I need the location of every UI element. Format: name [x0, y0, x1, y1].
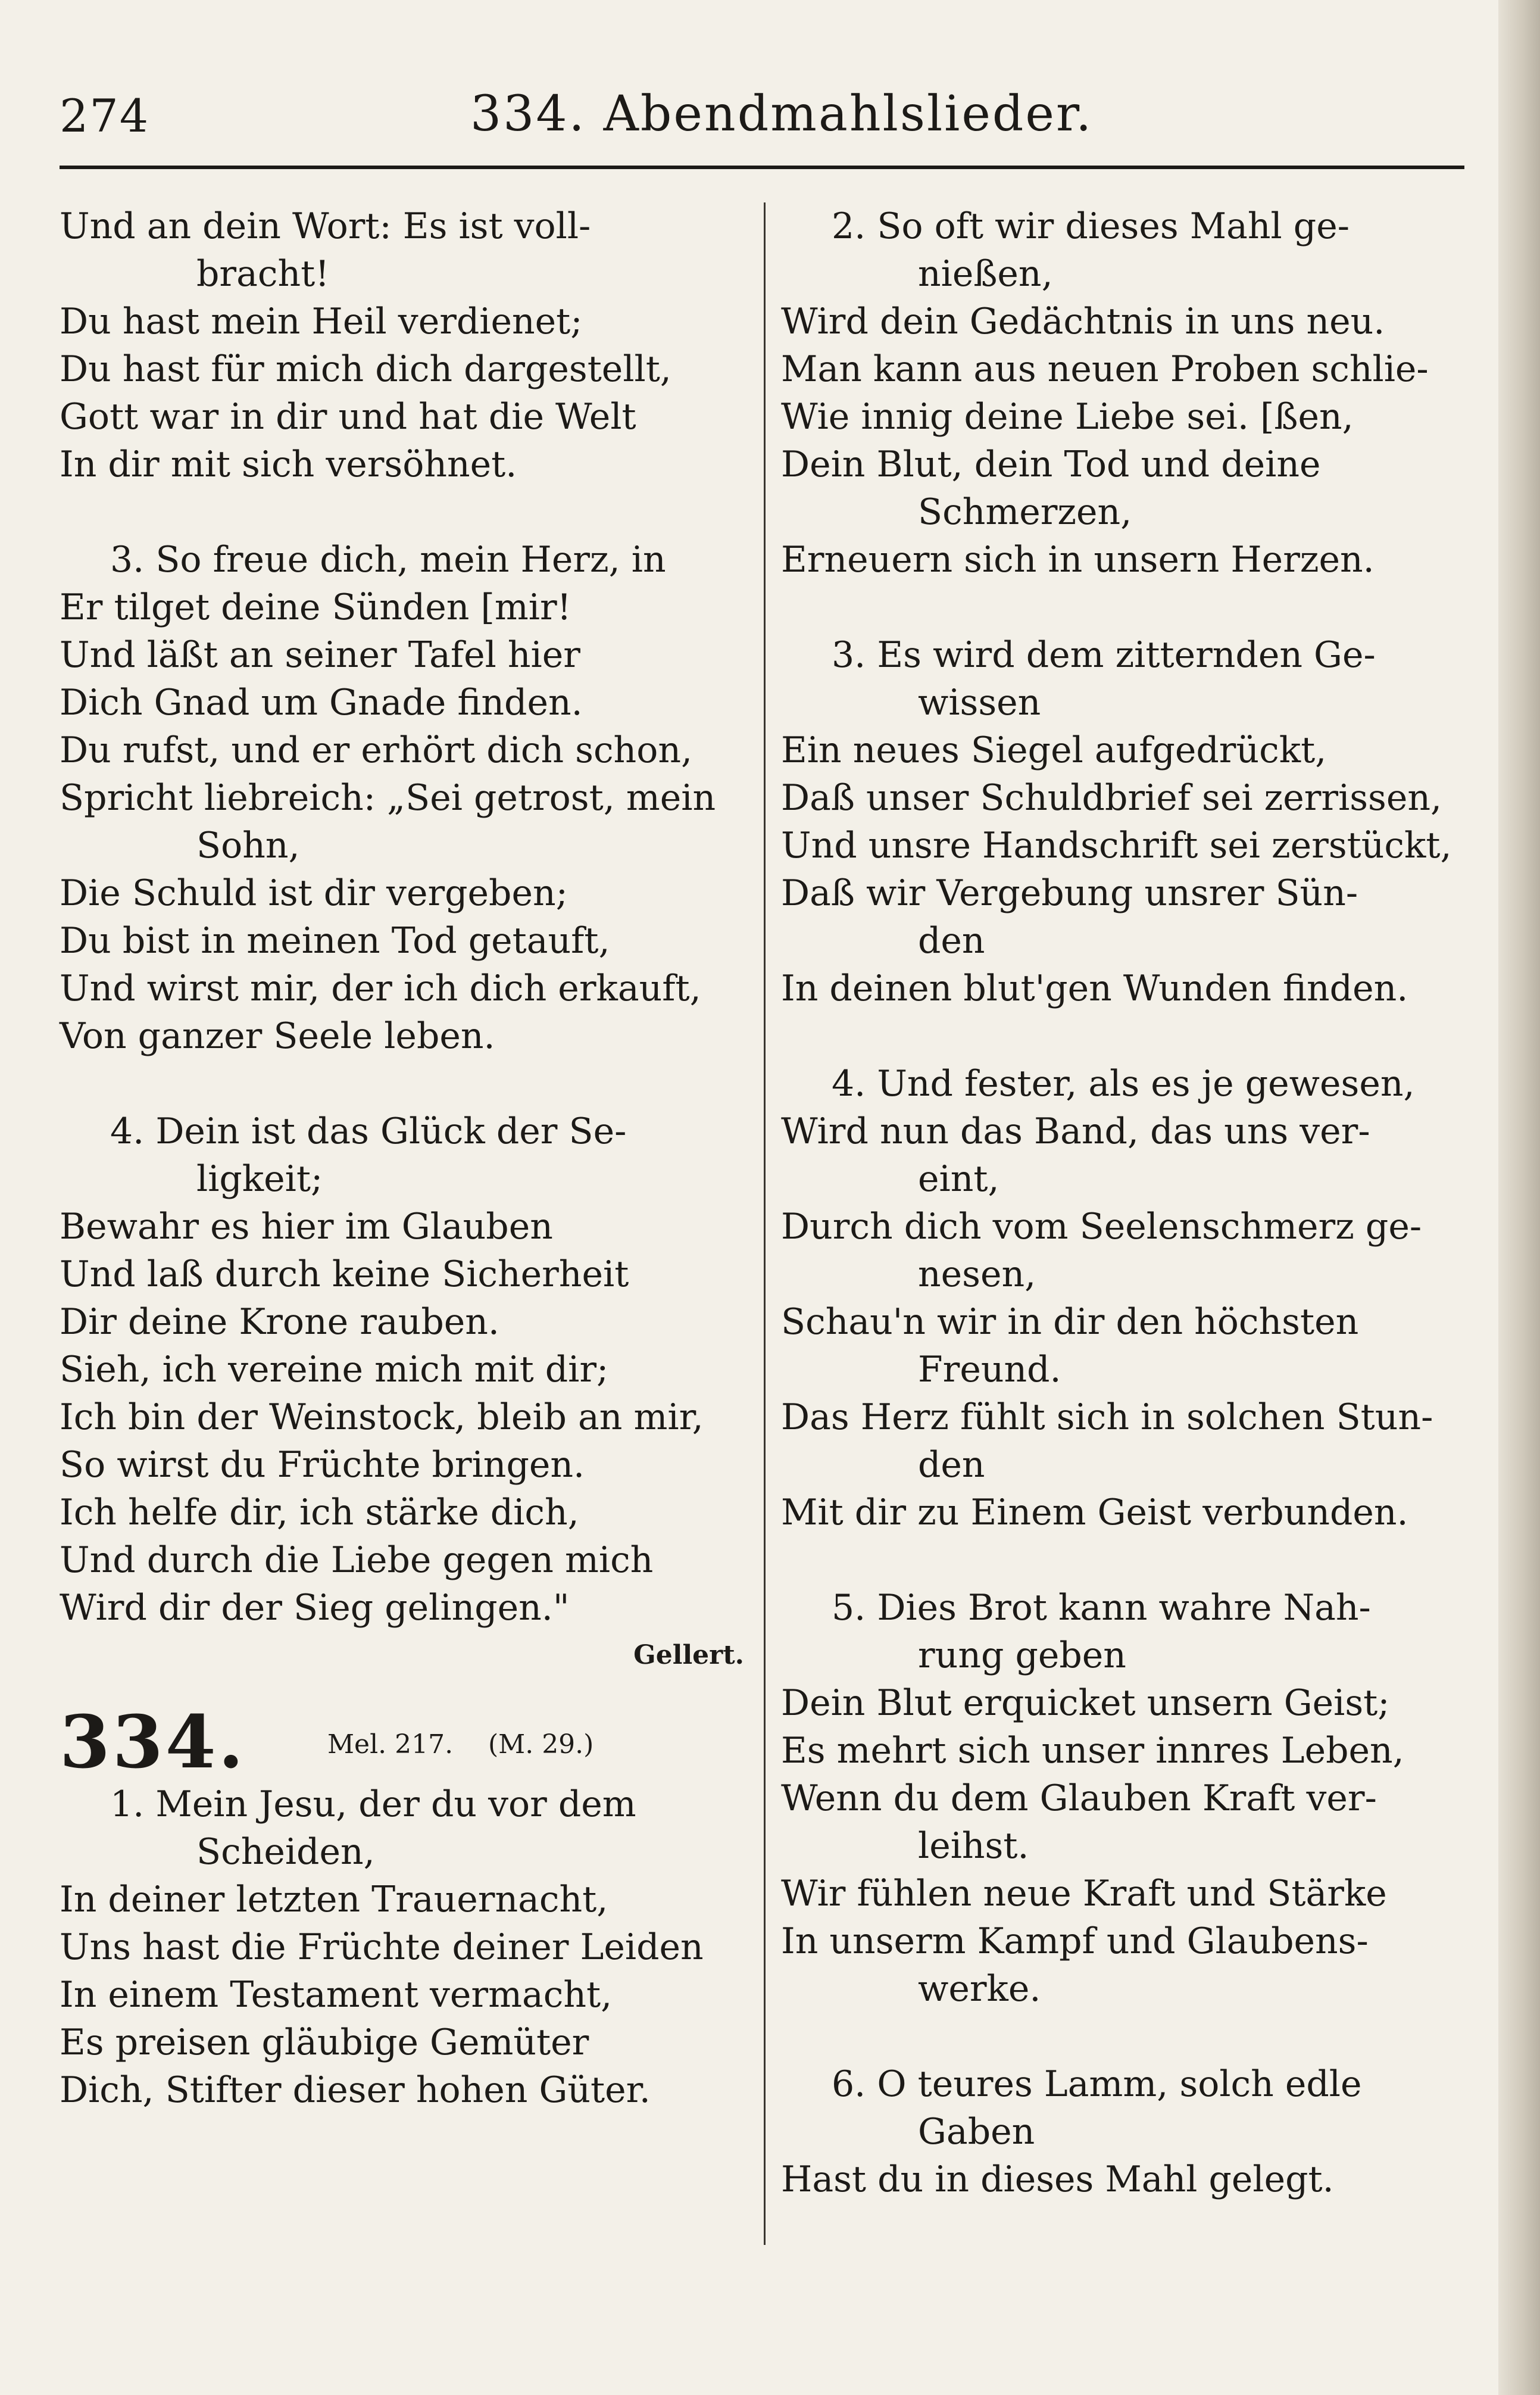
running-title: 334. Abendmahlslieder.: [470, 86, 1094, 142]
verse-line: Du bist in meinen Tod getauft,: [60, 920, 610, 962]
verse-2: [781, 202, 1466, 584]
verse-6: [781, 2060, 1466, 2203]
verse-line: Und an dein Wort: Es ist voll-: [60, 205, 591, 247]
verse-line: Es mehrt sich unser innres Leben,: [781, 1730, 1404, 1772]
verse-line: Bewahr es hier im Glauben: [60, 1206, 553, 1248]
verse-line: rung geben: [918, 1635, 1126, 1676]
verse-line: Gott war in dir und hat die Welt: [60, 396, 636, 438]
verse-line: 1. Mein Jesu, der du vor dem: [110, 1783, 636, 1825]
verse-line: Dich Gnad um Gnade finden.: [60, 682, 583, 724]
verse-line: Ein neues Siegel aufgedrückt,: [781, 729, 1327, 771]
verse-line: In unserm Kampf und Glaubens-: [781, 1920, 1369, 1962]
verse-line: Dein Blut, dein Tod und deine: [781, 444, 1321, 485]
verse-line: nießen,: [918, 253, 1053, 295]
verse-line: Du hast für mich dich dargestellt,: [60, 348, 671, 390]
verse-line: Und unsre Handschrift sei zerstückt,: [781, 825, 1452, 866]
stanza-gap: [781, 2013, 1466, 2060]
right-column: [781, 202, 1466, 2203]
stanza-gap: [781, 1012, 1466, 1060]
verse-line: Spricht liebreich: „Sei getrost, mein: [60, 777, 716, 819]
verse-line: Dein Blut erquicket unsern Geist;: [781, 1682, 1390, 1724]
verse-line: Wird dir der Sieg gelingen.": [60, 1587, 570, 1629]
verse-line: In einem Testament vermacht,: [60, 1974, 613, 2016]
verse-line: Hast du in dieses Mahl gelegt.: [781, 2159, 1334, 2200]
verse-line: Von ganzer Seele leben.: [60, 1015, 495, 1057]
hymn-heading: [60, 1699, 750, 1785]
verse-line: Ich helfe dir, ich stärke dich,: [60, 1492, 579, 1533]
verse-line: So wirst du Früchte bringen.: [60, 1444, 585, 1486]
hymn-number: 334.: [60, 1699, 246, 1785]
column-divider: [764, 202, 766, 2245]
verse-line: Das Herz fühlt sich in solchen Stun-: [781, 1396, 1433, 1438]
verse-line: 6. O teures Lamm, solch edle: [832, 2063, 1362, 2105]
verse-4: [781, 1060, 1466, 1536]
melody-reference: Mel. 217.: [327, 1729, 454, 1760]
verse-line: Wird dein Gedächtnis in uns neu.: [781, 301, 1385, 342]
verse-line: Wir fühlen neue Kraft und Stärke: [781, 1873, 1387, 1914]
verse-4: [60, 1108, 750, 1632]
stanza-gap: [781, 584, 1466, 631]
verse-line: Und wirst mir, der ich dich erkauft,: [60, 968, 701, 1009]
verse-5: [781, 1584, 1466, 2013]
verse-line: eint,: [918, 1158, 999, 1200]
verse-line: Scheiden,: [196, 1831, 375, 1873]
verse-line: wissen: [918, 682, 1041, 724]
verse-line: Sohn,: [196, 825, 300, 866]
verse-line: Erneuern sich in unsern Herzen.: [781, 539, 1375, 581]
verse-line: Es preisen gläubige Gemüter: [60, 2022, 589, 2063]
verse-line: Freund.: [918, 1349, 1061, 1390]
page-header: [60, 77, 1464, 149]
page-number: 274: [60, 89, 150, 142]
verse-line: In dir mit sich versöhnet.: [60, 444, 517, 485]
verse-line: Gaben: [918, 2111, 1035, 2153]
page-edge-shadow: [1498, 0, 1540, 2395]
verse-line: Die Schuld ist dir vergeben;: [60, 872, 568, 914]
verse-line: 3. So freue dich, mein Herz, in: [110, 539, 666, 581]
verse-line: Schmerzen,: [918, 491, 1132, 533]
verse-line: Daß wir Vergebung unsrer Sün-: [781, 872, 1358, 914]
verse-line: 5. Dies Brot kann wahre Nah-: [832, 1587, 1371, 1629]
verse-line: werke.: [918, 1968, 1041, 2010]
header-rule: [60, 166, 1464, 169]
verse-line: Und laß durch keine Sicherheit: [60, 1253, 629, 1295]
stanza-gap: [60, 488, 750, 536]
hymn-334-verse-1: [60, 1780, 750, 2114]
verse-line: 3. Es wird dem zitternden Ge-: [832, 634, 1376, 676]
verse-line: In deinen blut'gen Wunden finden.: [781, 968, 1408, 1009]
verse-3: [60, 536, 750, 1060]
verse-line: nesen,: [918, 1253, 1036, 1295]
verse-line: Daß unser Schuldbrief sei zerrissen,: [781, 777, 1442, 819]
verse-line: Und durch die Liebe gegen mich: [60, 1539, 654, 1581]
verse-line: den: [918, 920, 985, 962]
verse-line: 4. Dein ist das Glück der Se-: [110, 1111, 627, 1152]
verse-line: Uns hast die Früchte deiner Leiden: [60, 1926, 704, 1968]
verse-3: [781, 631, 1466, 1012]
verse-line: Schau'n wir in dir den höchsten: [781, 1301, 1359, 1343]
verse-line: 2. So oft wir dieses Mahl ge-: [832, 205, 1350, 247]
verse-line: 4. Und fester, als es je gewesen,: [832, 1063, 1415, 1105]
verse-line: Und läßt an seiner Tafel hier: [60, 634, 580, 676]
verse-line: In deiner letzten Trauernacht,: [60, 1879, 608, 1920]
verse-line: Dir deine Krone rauben.: [60, 1301, 499, 1343]
verse-line: Ich bin der Weinstock, bleib an mir,: [60, 1396, 704, 1438]
verse-line: Du hast mein Heil verdienet;: [60, 301, 583, 342]
stanza-gap: [60, 1060, 750, 1108]
verse-line: leihst.: [918, 1825, 1029, 1867]
verse-line: ligkeit;: [196, 1158, 323, 1200]
verse-line: Wie innig deine Liebe sei. [ßen,: [781, 396, 1354, 438]
verse-line: Mit dir zu Einem Geist verbunden.: [781, 1492, 1408, 1533]
verse-line: Wird nun das Band, das uns ver-: [781, 1111, 1370, 1152]
author-attribution: Gellert.: [633, 1640, 744, 1670]
verse-line: Wenn du dem Glauben Kraft ver-: [781, 1777, 1377, 1819]
verse-line: den: [918, 1444, 985, 1486]
verse-line: Durch dich vom Seelenschmerz ge-: [781, 1206, 1422, 1248]
verse-line: bracht!: [196, 253, 330, 295]
verse-line: Dich, Stifter dieser hohen Güter.: [60, 2069, 651, 2111]
verse-line: Man kann aus neuen Proben schlie-: [781, 348, 1429, 390]
verse-line: Sieh, ich vereine mich mit dir;: [60, 1349, 609, 1390]
left-column: [60, 202, 750, 2114]
melody-alt-reference: (M. 29.): [488, 1729, 594, 1760]
continued-verse: [60, 202, 750, 488]
verse-line: Er tilget deine Sünden [mir!: [60, 587, 571, 628]
verse-line: Du rufst, und er erhört dich schon,: [60, 729, 693, 771]
stanza-gap: [781, 1536, 1466, 1584]
